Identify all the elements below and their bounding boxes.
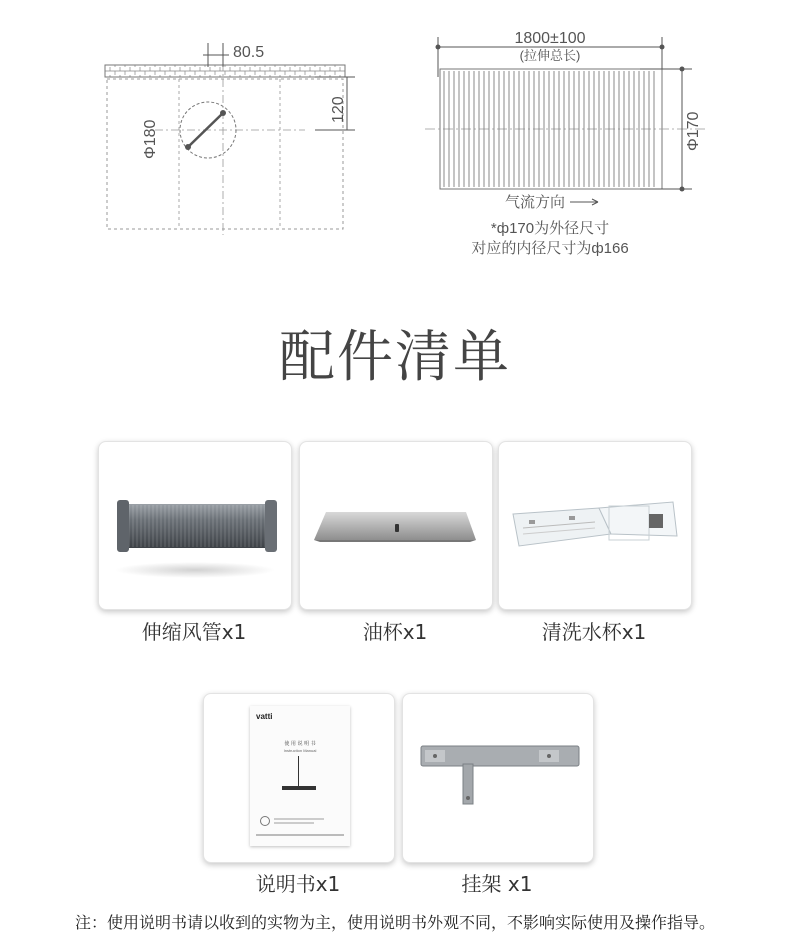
hole-diameter-label: Φ180 bbox=[142, 119, 159, 159]
accessory-label-cleaning-cup: 清洗水杯x1 bbox=[541, 620, 647, 644]
accessory-label-manual: 说明书x1 bbox=[255, 872, 341, 896]
duct-diameter-label: Φ170 bbox=[685, 111, 702, 151]
length-note-label: (拉伸总长) bbox=[519, 48, 581, 63]
manual-brand: vatti bbox=[256, 712, 273, 721]
height-dimension-label: 120 bbox=[330, 96, 347, 123]
flexible-duct-icon bbox=[99, 442, 291, 609]
outer-diameter-note: *ф170为外径尺寸 bbox=[490, 220, 610, 237]
section-title: 配件清单 bbox=[279, 325, 511, 390]
cleaning-cup-icon bbox=[499, 442, 691, 609]
accessory-label-flexible-duct: 伸缩风管x1 bbox=[141, 620, 247, 644]
length-dimension-label: 1800±100 bbox=[514, 30, 586, 47]
manual-icon bbox=[250, 706, 350, 846]
bracket-icon bbox=[403, 694, 593, 862]
footnote: 注：使用说明书请以收到的实物为主，使用说明书外观不同，不影响实际使用及操作指导。 bbox=[74, 913, 715, 932]
manual-title: 使 用 说 明 书 bbox=[284, 741, 316, 747]
accessory-label-oil-cup: 油杯x1 bbox=[362, 620, 428, 644]
duct-dimension-diagram bbox=[420, 25, 710, 260]
oil-cup-icon bbox=[300, 442, 492, 609]
ceiling-hole-diagram bbox=[95, 35, 365, 245]
manual-subtitle: Instruction Manual bbox=[283, 748, 317, 753]
accessory-card-oil-cup bbox=[299, 441, 493, 610]
accessory-card-cleaning-cup bbox=[498, 441, 692, 610]
accessory-card-flexible-duct bbox=[98, 441, 292, 610]
accessory-card-manual bbox=[203, 693, 395, 863]
accessory-card-bracket bbox=[402, 693, 594, 863]
inner-diameter-note: 对应的内径尺寸为ф166 bbox=[471, 240, 629, 257]
airflow-label: 气流方向 bbox=[505, 194, 566, 211]
offset-dimension-label: 80.5 bbox=[233, 44, 265, 61]
accessory-label-bracket: 挂架 x1 bbox=[461, 872, 533, 896]
